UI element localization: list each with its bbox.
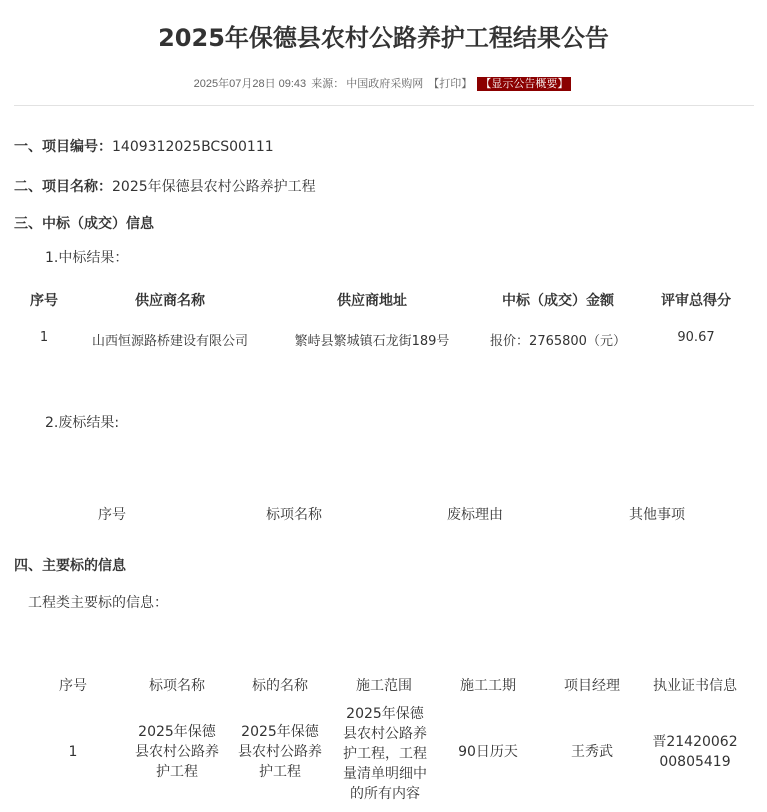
- header-cell: 施工工期: [460, 678, 516, 694]
- table-cell: 1: [39, 330, 49, 345]
- award-result-heading: 1.中标结果：: [45, 250, 129, 266]
- project-name: [14, 176, 316, 196]
- header-cell: 执业证书信息: [653, 678, 737, 694]
- project-name-label: 二、项目名称：: [14, 179, 112, 195]
- header-cell: 标项名称: [266, 507, 322, 523]
- section-subject-heading: 四、主要标的信息: [14, 558, 126, 574]
- header-cell: 评审总得分: [661, 293, 731, 309]
- project-number: [14, 136, 274, 156]
- header-cell: 废标理由: [447, 507, 503, 523]
- header-cell: 序号: [59, 678, 87, 694]
- source-name: 中国政府采购网: [346, 78, 424, 90]
- show-summary-button[interactable]: 【显示公告概要】: [477, 77, 571, 91]
- header-cell: 标的名称: [252, 678, 308, 694]
- section-award-heading: 三、中标（成交）信息: [14, 216, 154, 232]
- article-meta: [0, 75, 767, 91]
- header-cell: 项目经理: [564, 678, 620, 694]
- table-cell: 2025年保德县农村公路养护工程: [135, 724, 219, 780]
- table-row: [14, 330, 754, 360]
- project-number-value: 1409312025BCS00111: [112, 139, 274, 155]
- void-result-heading: 2.废标结果:: [45, 415, 120, 431]
- subject-sub-heading: 工程类主要标的信息：: [28, 595, 168, 611]
- header-cell: 标项名称: [149, 678, 205, 694]
- award-table-header: [14, 290, 754, 320]
- table-cell: 晋2142006200805419: [652, 734, 738, 770]
- header-cell: 其他事项: [629, 507, 685, 523]
- divider: [14, 105, 754, 106]
- table-cell: 2025年保德县农村公路养护工程: [238, 724, 322, 780]
- header-cell: 序号: [30, 293, 58, 309]
- source-label: 来源：: [311, 78, 345, 90]
- project-name-value: 2025年保德县农村公路养护工程: [112, 179, 316, 195]
- print-link[interactable]: 【打印】: [428, 78, 473, 90]
- header-cell: 施工范围: [356, 678, 412, 694]
- table-cell: 报价：2765800（元）: [490, 334, 626, 349]
- page-title: 2025年保德县农村公路养护工程结果公告: [158, 24, 609, 52]
- table-cell: 山西恒源路桥建设有限公司: [91, 334, 248, 349]
- project-number-label: 一、项目编号：: [14, 139, 112, 155]
- table-cell: 繁峙县繁城镇石龙街189号: [294, 334, 450, 349]
- header-cell: 序号: [98, 507, 126, 523]
- table-cell: 90.67: [677, 330, 715, 345]
- publish-date: 2025年07月28日 09:43: [193, 78, 307, 90]
- header-cell: 中标（成交）金额: [502, 293, 614, 309]
- header-cell: 供应商地址: [337, 293, 407, 309]
- header-cell: 供应商名称: [135, 293, 205, 309]
- table-cell: 2025年保德县农村公路养护工程，工程量清单明细中的所有内容: [343, 706, 427, 802]
- table-cell: 王秀武: [571, 744, 613, 760]
- award-table: [14, 290, 754, 360]
- table-cell: 90日历天: [458, 744, 518, 760]
- table-cell: 1: [68, 744, 78, 760]
